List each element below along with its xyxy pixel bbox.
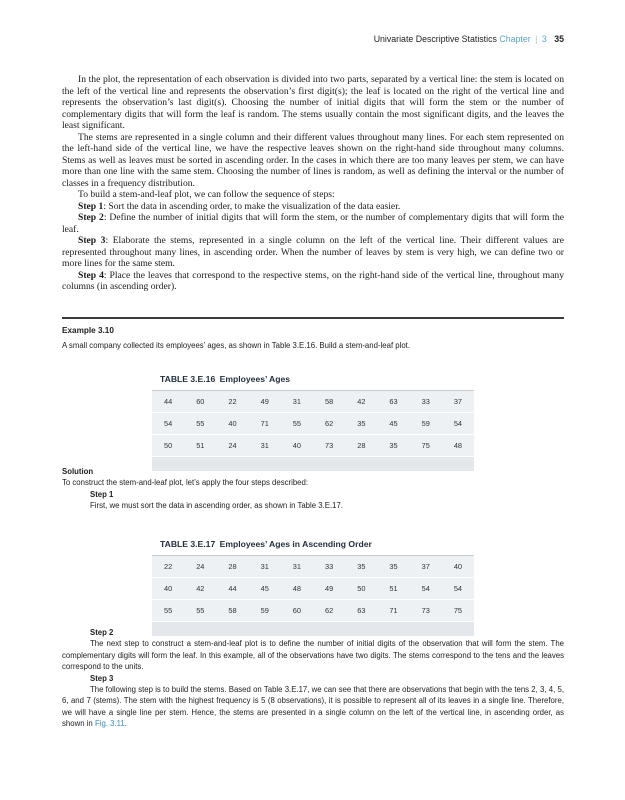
table-3e16 — [152, 370, 474, 471]
intro-paragraph-3: To build a stem-and-leaf plot, we can follow the sequence of steps: — [78, 189, 335, 200]
table-cell: 45 — [389, 419, 398, 428]
table-cell: 31 — [260, 562, 269, 571]
step-label: Step 2 — [78, 212, 104, 223]
solution-step-3-label: Step 3 — [90, 673, 114, 683]
table-cell: 35 — [357, 562, 366, 571]
table-cell: 59 — [260, 606, 269, 615]
intro-text — [62, 74, 564, 293]
step-text: : Elaborate the stems, represented in a single column on the left of the vertical line. Their different values are represented throughout many lines, in ascending order. When the number of leaves by stem is very high, we can define two or more lines for the same stem. — [62, 235, 564, 269]
figure-reference-link[interactable]: Fig. 3.11 — [94, 719, 125, 729]
table-cell: 60 — [292, 606, 302, 615]
table-3e17 — [152, 535, 474, 636]
running-head-separator: | — [535, 34, 538, 44]
table-cell: 63 — [357, 606, 366, 615]
table-cell: 40 — [228, 419, 237, 428]
table-cell: 35 — [357, 419, 366, 428]
table-cell: 62 — [325, 606, 334, 615]
table-cell: 22 — [228, 397, 237, 406]
table-cell: 31 — [292, 397, 302, 406]
table-row — [152, 556, 474, 578]
table-row — [152, 578, 474, 600]
example-divider — [62, 317, 564, 319]
table-title: Employees’ Ages — [219, 374, 291, 384]
table-cell: 63 — [389, 397, 398, 406]
table-cell: 60 — [196, 397, 205, 406]
table-label: TABLE 3.E.16 — [160, 374, 216, 384]
table-cell: 42 — [357, 397, 366, 406]
table-cell: 73 — [325, 441, 334, 450]
intro-step-1 — [62, 201, 564, 213]
solution-step-1-label: Step 1 — [90, 489, 114, 499]
table-cell: 50 — [163, 441, 173, 450]
table-cell: 54 — [421, 584, 430, 593]
table-cell: 49 — [260, 397, 269, 406]
step-label: Step 1 — [78, 200, 104, 212]
running-head — [374, 34, 564, 44]
example-title: Example 3.10 — [62, 326, 114, 335]
solution-part-1 — [62, 466, 564, 512]
step-text: : Define the number of initial digits that will form the stem, or the number of complementary digits that will form the leaf. — [62, 212, 564, 235]
table-cell: 31 — [292, 562, 302, 571]
table-cell: 48 — [453, 441, 463, 450]
intro-step-2 — [62, 212, 564, 235]
table-cell: 71 — [389, 606, 398, 615]
table-cell: 73 — [421, 606, 430, 615]
table-caption — [152, 370, 474, 390]
solution-step-2-label: Step 2 — [90, 628, 114, 637]
table-cell: 33 — [421, 397, 430, 406]
table-cell: 54 — [453, 419, 463, 428]
table-cell: 71 — [260, 419, 269, 428]
example-text: A small company collected its employees’ ages, as shown in Table 3.E.16. Build a stem-and-leaf plot. — [62, 341, 411, 350]
step-label: Step 4 — [78, 269, 104, 281]
table-caption — [152, 535, 474, 555]
table-cell: 24 — [196, 562, 205, 571]
intro-paragraph-2: The stems are represented in a single column and their different values throughout many lines. For each stem represented on the left-hand side of the vertical line, we have the respective leaves shown on the right-hand side throughout many columns. Stems as well as leaves must be sorted in ascending order. In the cases in which there are too many leaves per stem, we can have more than one line with the same stem. Choosing the number of lines is random, as well as defining the interval or the number of classes in a frequency distribution. — [62, 131, 564, 189]
table-cell: 55 — [292, 419, 302, 428]
table-cell: 44 — [228, 584, 237, 593]
solution-step-3-text: The following step is to build the stems. Based on Table 3.E.17, we can see that there are observations that begin with the tens 2, 3, 4, 5, 6, and 7 (stems). The stem with the highest frequency is 5 (8 observations), it is possible to represent all of its leaves in a single line. Therefore, we will have a single line per stem. Hence, the stems are presented in a single column on the left of the vertical line, in ascending order, as shown in — [62, 685, 564, 729]
table-body — [152, 555, 474, 622]
table-cell: 48 — [292, 584, 302, 593]
table-label: TABLE 3.E.17 — [160, 539, 216, 549]
table-cell: 55 — [196, 606, 205, 615]
table-cell: 54 — [453, 584, 463, 593]
table-cell: 28 — [228, 562, 237, 571]
table-cell: 33 — [325, 562, 334, 571]
table-cell: 51 — [389, 584, 398, 593]
page-number: 35 — [554, 34, 564, 44]
table-title: Employees’ Ages in Ascending Order — [219, 539, 372, 549]
table-cell: 28 — [357, 441, 366, 450]
solution-intro: To construct the stem-and-leaf plot, let’s apply the four steps described: — [62, 478, 309, 488]
running-head-chapter-label: Chapter — [499, 34, 531, 44]
table-row — [152, 413, 474, 435]
table-row — [152, 435, 474, 457]
solution-part-2 — [62, 627, 564, 730]
table-cell: 44 — [163, 397, 173, 406]
solution-step-3-paragraph — [62, 684, 564, 730]
table-cell: 59 — [421, 419, 430, 428]
table-cell: 40 — [292, 441, 302, 450]
table-cell: 42 — [196, 584, 205, 593]
table-cell: 51 — [196, 441, 205, 450]
table-cell: 40 — [163, 584, 173, 593]
table-cell: 50 — [357, 584, 366, 593]
table-cell: 58 — [228, 606, 237, 615]
table-body — [152, 390, 474, 457]
intro-paragraph-1: In the plot, the representation of each observation is divided into two parts, separated by a vertical line: the stem is located on the left of the vertical line and represents the observation’s first digit(s); the leaf is located on the right of the vertical line and represents the observation’s last digit(s). Choosing the number of initial digits that will form the stem or the number of complementary digits that will form the leaf is random. The stems usually contain the most significant digits, and the leaves the least significant. — [62, 74, 564, 131]
table-cell: 37 — [453, 397, 463, 406]
table-cell: 22 — [163, 562, 173, 571]
step-label: Step 3 — [78, 235, 106, 246]
table-cell: 40 — [453, 562, 463, 571]
step-text: : Place the leaves that correspond to the respective stems, on the right-hand side of the vertical line, throughout many columns (in ascending order). — [62, 269, 564, 292]
table-cell: 58 — [325, 397, 334, 406]
table-cell: 54 — [163, 419, 173, 428]
table-row — [152, 600, 474, 622]
table-cell: 35 — [389, 441, 398, 450]
step-text: : Sort the data in ascending order, to make the visualization of the data easier. — [103, 200, 401, 212]
solution-step-2-text: The next step to construct a stem-and-leaf plot is to define the number of initial digits of the observation that will form the stem. The complementary digits will form the leaf. In this example, all of the observations have two digits. The stems correspond to the tens and the leaves correspond to the units. — [62, 639, 564, 672]
sentence-end: . — [124, 719, 127, 729]
table-cell: 31 — [260, 441, 269, 450]
intro-step-4 — [62, 270, 564, 293]
table-cell: 37 — [421, 562, 430, 571]
table-row — [152, 391, 474, 413]
running-head-title: Univariate Descriptive Statistics — [373, 34, 497, 44]
solution-step-1-text: First, we must sort the data in ascending order, as shown in Table 3.E.17. — [90, 501, 343, 511]
table-cell: 55 — [196, 419, 205, 428]
intro-step-3 — [62, 235, 564, 270]
running-head-chapter-number: 3 — [541, 34, 547, 44]
table-cell: 49 — [325, 584, 334, 593]
table-cell: 75 — [453, 606, 463, 615]
solution-heading: Solution — [62, 467, 94, 476]
table-cell: 24 — [228, 441, 237, 450]
table-cell: 55 — [163, 606, 173, 615]
table-cell: 62 — [325, 419, 334, 428]
table-cell: 75 — [421, 441, 430, 450]
table-cell: 45 — [260, 584, 269, 593]
table-cell: 35 — [389, 562, 398, 571]
